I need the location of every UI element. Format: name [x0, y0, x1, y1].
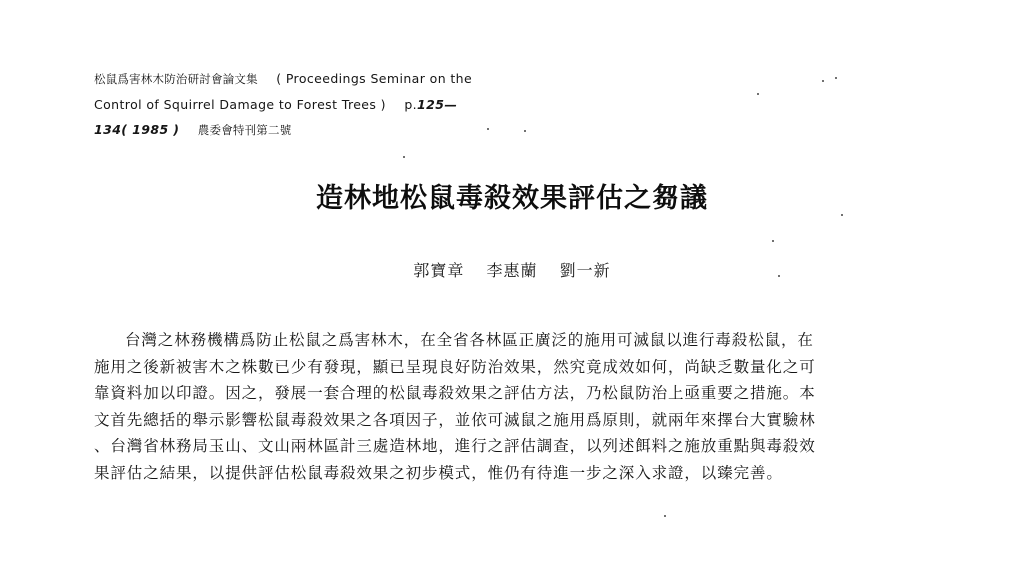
scan-speck	[841, 214, 843, 216]
paper-title: 造林地松鼠毒殺效果評估之芻議	[316, 183, 708, 214]
scan-speck	[772, 240, 774, 242]
abstract-paragraph	[94, 327, 970, 487]
citation-line-3	[94, 117, 654, 143]
proceedings-title-en-part2: Control of Squirrel Damage to Forest Trees )	[94, 97, 386, 112]
author-name: 李惠蘭	[486, 261, 538, 280]
abstract-line: 靠資料加以印證。因之，發展一套合理的松鼠毒殺效果之評估方法，乃松鼠防治上亟重要之措施。本	[94, 384, 816, 403]
scan-speck	[664, 515, 666, 517]
abstract-line: 台灣之林務機構爲防止松鼠之爲害林木，在全省各林區正廣泛的施用可滅鼠以進行毒殺松鼠，在	[125, 331, 814, 349]
abstract-line: 文首先總括的舉示影響松鼠毒殺效果之各項因子，並依可滅鼠之施用爲原則，就兩年來擇台大實驗林	[94, 410, 816, 429]
scan-speck	[757, 93, 759, 95]
abstract-line: 施用之後新被害木之株數已少有發現，顯已呈現良好防治效果，然究竟成效如何，尚缺乏數量化之可	[94, 357, 816, 376]
citation-line-1	[94, 66, 654, 92]
publication-year: ( 1985 )	[121, 122, 180, 137]
proceedings-title-cjk: 松鼠爲害林木防治研討會論文集	[94, 72, 258, 86]
pages-prefix: p.	[404, 97, 418, 112]
author-name: 郭寶章	[413, 261, 465, 280]
citation-line-2	[94, 92, 654, 117]
scan-speck	[487, 128, 489, 130]
page-end: 134	[94, 122, 122, 137]
abstract-line: 、台灣省林務局玉山、文山兩林區計三處造林地，進行之評估調查，以列述餌料之施放重點與毒殺效	[94, 437, 816, 456]
scan-speck	[524, 130, 526, 132]
scan-speck	[835, 77, 837, 79]
scan-speck	[822, 80, 824, 82]
author-list	[0, 258, 1024, 281]
scan-speck	[778, 275, 780, 277]
abstract-line: 果評估之結果，以提供評估松鼠毒殺效果之初步模式，惟仍有待進一步之深入求證，以臻完善。	[94, 463, 783, 482]
proceedings-title-en-part1: ( Proceedings Seminar on the	[276, 71, 473, 86]
author-name: 劉一新	[559, 261, 611, 280]
citation-header	[94, 66, 654, 143]
special-issue-label: 農委會特刊第二號	[197, 123, 292, 137]
scan-speck	[403, 156, 405, 158]
page-start: 125—	[417, 97, 458, 112]
